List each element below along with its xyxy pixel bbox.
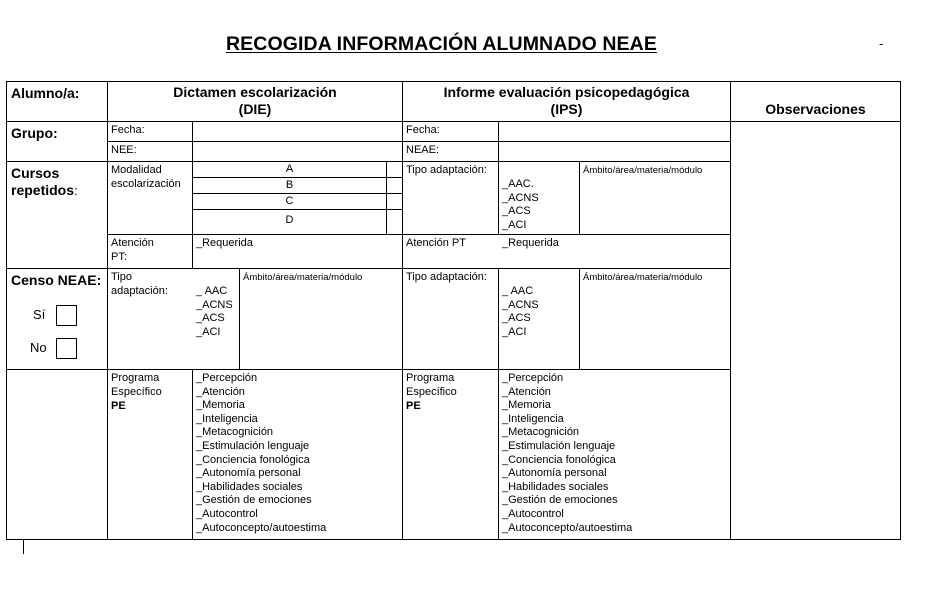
ips-programa-item: _Memoria <box>502 399 551 412</box>
no-label: No <box>30 340 47 355</box>
ips-programa-item: _Percepción <box>502 372 564 384</box>
ips-requerida-option: _Requerida <box>502 237 559 249</box>
modalidad-option-d: D <box>285 214 294 226</box>
die-tipo-option: _ AAC <box>196 285 228 297</box>
ips-programa-item: _Gestión de emociones <box>502 494 618 507</box>
ips-tipo-options-1 <box>502 178 539 232</box>
page-title: RECOGIDA INFORMACIÓN ALUMNADO NEAE <box>226 33 657 55</box>
die-programa-item: _Atención <box>196 385 245 398</box>
corner-mark: - <box>879 36 884 51</box>
die-programa-label-3: PE <box>111 400 126 412</box>
modalidad-option-a: A <box>285 163 294 175</box>
ips-atencion-label: Atención PT <box>406 237 466 249</box>
alumno-label: Alumno/a: <box>11 85 80 101</box>
ips-programa-label-1: Programa <box>406 372 455 384</box>
die-modalidad-label-1: Modalidad <box>111 164 162 176</box>
ips-programa-item: _Metacognición <box>502 426 580 439</box>
ips-programa-label-3: PE <box>406 400 421 412</box>
die-tipo-label-1: Tipo <box>111 271 132 283</box>
ips-tipo-option: _ACI <box>502 325 527 338</box>
die-programa-item: _Autoconcepto/autoestima <box>196 521 327 534</box>
die-tipo-label-2: adaptación: <box>111 285 168 297</box>
die-header-line2: (DIE) <box>238 101 272 117</box>
ips-programa-item: _Conciencia fonológica <box>502 453 616 466</box>
modalidad-option-c: C <box>285 195 294 207</box>
ips-tipo-option: _ACNS <box>502 298 539 311</box>
ips-tipo-option: _ AAC <box>502 285 534 297</box>
ips-tipo-option: _ACI <box>502 218 527 231</box>
si-label: Sí <box>33 307 46 322</box>
si-checkbox[interactable] <box>56 305 77 326</box>
die-programa-item: _Habilidades sociales <box>196 480 303 493</box>
die-requerida-option: _Requerida <box>196 237 253 249</box>
die-programa-list <box>196 372 326 535</box>
die-programa-item: _Conciencia fonológica <box>196 453 310 466</box>
grupo-label: Grupo: <box>11 125 58 141</box>
die-modalidad-label-2: escolarización <box>111 178 181 190</box>
die-tipo-option: _ACNS <box>196 298 233 311</box>
die-programa-item: _Autonomía personal <box>196 467 301 480</box>
observaciones-header: Observaciones <box>765 101 866 117</box>
ips-tipo-option: _ACNS <box>502 191 539 204</box>
die-ambito-label: Ámbito/área/materia/módulo <box>243 272 363 283</box>
ips-programa-item: _Inteligencia <box>502 412 564 425</box>
ips-neae-label: NEAE: <box>406 144 440 156</box>
die-atencion-label-2: PT: <box>111 251 127 263</box>
die-programa-item: _Metacognición <box>196 426 274 439</box>
no-checkbox[interactable] <box>56 338 77 359</box>
die-programa-item: _Estimulación lenguaje <box>196 439 310 452</box>
modalidad-option-b: B <box>285 179 294 191</box>
ips-ambito-label-1: Ámbito/área/materia/módulo <box>583 165 703 176</box>
die-header-line1: Dictamen escolarización <box>173 84 337 100</box>
cursos-repetidos-label-line2: repetidos: <box>11 182 78 198</box>
ips-fecha-label: Fecha: <box>406 124 440 136</box>
ips-tipo-option: _ACS <box>502 205 531 218</box>
ips-tipo-option: _ACS <box>502 312 531 325</box>
ips-programa-item: _Autoconcepto/autoestima <box>502 521 633 534</box>
die-fecha-label: Fecha: <box>111 124 145 136</box>
ips-programa-item: _Estimulación lenguaje <box>502 439 616 452</box>
ips-programa-item: _Atención <box>502 385 551 398</box>
die-nee-label: NEE: <box>111 144 137 156</box>
ips-programa-list <box>502 372 632 535</box>
ips-header-line2: (IPS) <box>550 101 583 117</box>
censo-neae-label: Censo NEAE: <box>11 272 102 288</box>
die-programa-item: _Percepción <box>196 372 258 384</box>
ips-tipo-options-2 <box>502 285 539 339</box>
die-tipo-options <box>196 285 233 339</box>
cursos-repetidos-label-line1: Cursos <box>11 165 60 181</box>
die-atencion-label-1: Atención <box>111 237 154 249</box>
text-cursor <box>23 540 24 554</box>
ips-programa-item: _Autocontrol <box>502 507 564 520</box>
die-programa-item: _Memoria <box>196 399 245 412</box>
ips-programa-label-2: Específico <box>406 386 457 398</box>
ips-tipo-label-2: Tipo adaptación: <box>406 271 487 283</box>
ips-header-line1: Informe evaluación psicopedagógica <box>443 84 690 100</box>
die-tipo-option: _ACI <box>196 325 221 338</box>
die-programa-item: _Gestión de emociones <box>196 494 312 507</box>
die-programa-label-2: Específico <box>111 386 162 398</box>
ips-tipo-label-1: Tipo adaptación: <box>406 164 487 176</box>
ips-tipo-option: _AAC. <box>502 178 534 190</box>
ips-programa-item: _Habilidades sociales <box>502 480 609 493</box>
ips-ambito-label-2: Ámbito/área/materia/módulo <box>583 272 703 283</box>
ips-programa-item: _Autonomía personal <box>502 467 607 480</box>
die-programa-item: _Autocontrol <box>196 507 258 520</box>
die-tipo-option: _ACS <box>196 312 225 325</box>
die-programa-item: _Inteligencia <box>196 412 258 425</box>
die-programa-label-1: Programa <box>111 372 160 384</box>
